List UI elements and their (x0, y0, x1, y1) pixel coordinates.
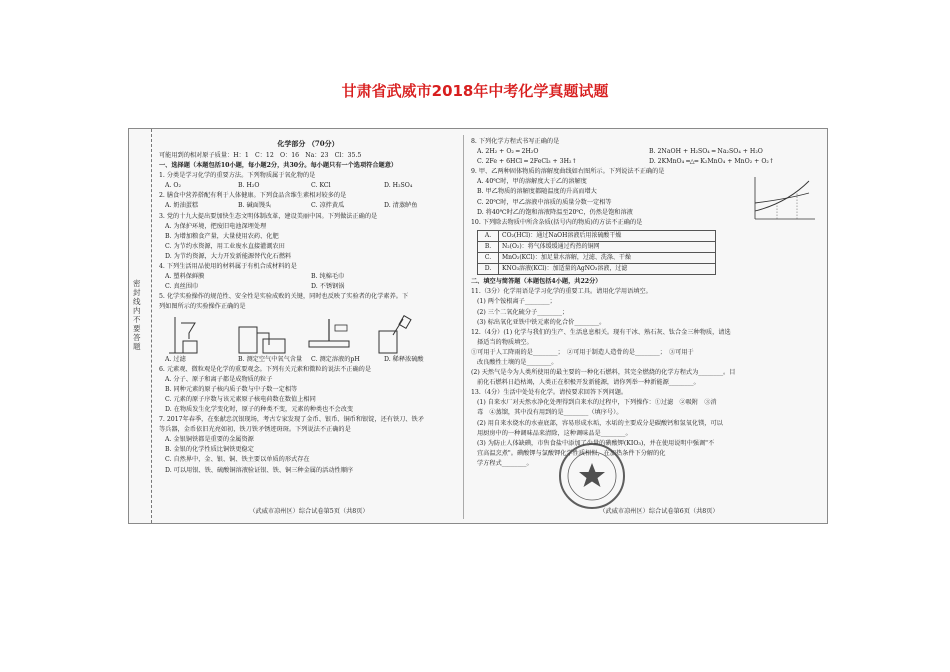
page-divider (463, 135, 464, 519)
filter-apparatus-icon (165, 315, 225, 355)
question-line: 6. 元素观、微粒观是化学的重要观念。下列有关元素和微粒的说法不正确的是 (159, 365, 372, 373)
table-cell: D. (478, 264, 499, 275)
question-line: (2) 三个二氧化硫分子________； (477, 308, 569, 316)
table-cell: CO₂(HCl)：通过NaOH溶液后用浓硫酸干燥 (499, 230, 716, 241)
option-text: A. 2H₂ + O₂ ═ 2H₂O (477, 148, 539, 156)
table-cell: N₂(O₂)：将气体缓缓通过灼热的铜网 (499, 241, 716, 252)
table-cell: MnO₂(KCl)：加足量水溶解，过滤、洗涤、干燥 (499, 253, 716, 264)
option-text: B. 纯棉毛巾 (311, 273, 345, 281)
image-caption: C. 测定溶液的pH (311, 355, 360, 363)
question-line: C. 20℃时，甲乙溶液中溶质的质量分数一定相等 (477, 198, 612, 206)
question-line: 12.（4分）(1) 化学与我们的生产、生活息息相关。现有干冰、熟石灰、钛合金三种物质，请选 (471, 328, 731, 336)
table-cell: B. (478, 241, 499, 252)
option-text: B. 2NaOH + H₂SO₄ ═ Na₂SO₄ + H₂O (649, 148, 763, 156)
option-text: D. 清蒸鲈鱼 (384, 202, 418, 210)
option-text: C. 凉拌黄瓜 (311, 202, 345, 210)
question-line: (3) 为防止人体缺碘，市售食盐中添加了少量的碘酸钾(KIO₃)，并在使用说明中强调"不 (477, 439, 715, 447)
question-line: 7. 2017年春季，在张献忠沉银现场，考古专家发现了金币、银币、铜币和银锭，还有铁刀、铁矛 (159, 416, 424, 424)
option-text: A. O₂ (165, 182, 181, 190)
question-line: (2) 用自来水烧水的水壶底部，容易形成水垢，水垢的主要成分是碳酸钙和氢氧化镁，可以 (477, 419, 723, 427)
image-caption: B. 测定空气中氧气含量 (238, 355, 303, 363)
question-line: 列如图所示的实验操作正确的是 (159, 303, 246, 311)
option-text: C. 真丝围巾 (165, 283, 199, 291)
footer-page-5: （武威市凉州区）综合试卷第5页（共8页） (249, 508, 369, 515)
binding-gutter (129, 129, 152, 523)
question-line: 前化石燃料日趋枯竭，人类正在积极开发新能源，请你列举一种新能源________。 (477, 379, 700, 387)
question-line: 择适当的物质填空。 (477, 338, 533, 346)
option-row (159, 181, 457, 191)
exam-sheet (128, 128, 828, 524)
question-line: (3) 标出氧化亚铁中铁元素的化合价________。 (477, 318, 606, 326)
question-line: (1) 两个铵根离子________； (477, 298, 556, 306)
left-page (159, 137, 457, 476)
question-line: 13.（4分）生活中处处有化学。请按要求回答下列问题。 (471, 389, 628, 397)
image-captions (159, 355, 457, 365)
question-line: 11.（3分）化学用语是学习化学的重要工具。请用化学用语填空。 (471, 288, 652, 296)
apparatus-images (165, 315, 457, 355)
question-line: 9. 甲、乙两种固体物质的溶解度曲线如右图所示。下列说法不正确的是 (471, 168, 665, 176)
left-question-lines (159, 151, 457, 313)
question-line: 改良酸性土壤的是________。 (477, 358, 558, 366)
question-line: 10. 下列除去物质中所含杂质(括号内的物质)的方法不正确的是 (471, 218, 643, 226)
question-line: A. 40℃时，甲的溶解度大于乙的溶解度 (477, 178, 587, 186)
right-question-lines-2 (471, 277, 821, 469)
gutter-text: 密封线内不要答题 (133, 279, 141, 351)
table-row (478, 241, 716, 252)
table-row (478, 264, 716, 275)
option-text: C. 2Fe + 6HCl ═ 2FeCl₃ + 3H₂↑ (477, 158, 577, 166)
option-text: C. KCl (311, 182, 331, 190)
question-line: 毒 ④蒸馏，其中没有用到的是________（填序号）。 (477, 409, 623, 417)
option-text: D. H₂SO₄ (384, 182, 413, 190)
left-question-lines-2 (159, 365, 457, 476)
option-text: D. 不锈钢锅 (311, 283, 345, 291)
question-line: 1. 分类是学习化学的重要方法。下列物质属于氧化物的是 (159, 172, 316, 180)
question-line: 等兵器，金币依旧光亮如初，铁刀铁矛锈迹斑斑。下列说法不正确的是 (159, 426, 351, 434)
question-line: 4. 下列生活用品使用的材料属于有机合成材料的是 (159, 263, 297, 271)
option-row (471, 157, 821, 167)
option-row (159, 282, 457, 292)
part-title: 化学部分 （70分） (277, 139, 339, 148)
oxygen-test-apparatus-icon (233, 315, 293, 355)
question-line: B. 为增加粮食产量，大量使用农药、化肥 (165, 232, 279, 240)
question-line: D. 在物质发生化学变化时，原子的种类不变，元素的种类也不会改变 (165, 405, 354, 413)
footer-page-6: （武威市凉州区）综合试卷第6页（共8页） (599, 508, 719, 515)
question-line: 8. 下列化学方程式书写正确的是 (471, 138, 560, 145)
option-row (159, 272, 457, 282)
table-cell: KNO₃溶液(KCl)：加适量的AgNO₃溶液，过滤 (499, 264, 716, 275)
question-line: 2. 膳食中营养搭配有利于人体健康。下列食品含维生素相对较多的是 (159, 192, 347, 200)
question-line: A. 分子、原子和离子都是成物质的粒子 (165, 375, 273, 383)
option-row (159, 201, 457, 211)
question-line: C. 为节约水资源，用工业废水直接灌溉农田 (165, 242, 285, 250)
option-text: A. 奶油蛋糕 (165, 202, 199, 210)
question-line: 宜高温烹煮"。碘酸钾与氯酸钾化学性质相似，在加热条件下分解的化 (477, 449, 666, 457)
question-line: (2) 天然气是今为人类所使用的最主要的一种化石燃料，其完全燃烧的化学方程式为________。目 (471, 369, 736, 377)
option-text: B. H₂O (238, 182, 260, 190)
image-caption: D. 稀释浓硫酸 (384, 355, 424, 363)
question-line: ①可用于人工降雨的是________； ②可用于制造人造骨的是________； ③可用于 (471, 348, 694, 356)
impurity-table (477, 230, 716, 275)
question-line: C. 元素的原子序数与该元素原子核电荷数在数值上相同 (165, 395, 316, 403)
question-line: 3. 党的十九大提出要加快生态文明体制改革，建设美丽中国。下列做法正确的是 (159, 212, 378, 220)
question-line: D. 为节约资源，大力开发新能源替代化石燃料 (165, 252, 292, 260)
question-line: B. 同种元素的原子核内质子数与中子数一定相等 (165, 385, 298, 393)
solubility-curve-graph (747, 173, 819, 227)
section-heading: 一、选择题（本题包括10小题，每小题2分，共30分。每小题只有一个选项符合题意） (159, 162, 398, 170)
question-line: D. 可以用银、铁、硫酸铜溶液验证银、铁、铜三种金属的活动性顺序 (165, 466, 354, 474)
question-line: A. 金银铜铁都是重要的金属资源 (165, 436, 254, 444)
question-line: 5. 化学实验操作的规范性、安全性是实验成败的关键，同时也反映了实验者的化学素养。下 (159, 293, 409, 301)
page-title: 甘肃省武威市2018年中考化学真题试题 (341, 82, 609, 100)
question-line: B. 甲乙物质的溶解度都随温度的升高而增大 (477, 188, 597, 196)
dilution-apparatus-icon (369, 315, 429, 355)
question-line: 用厨房中的一种调味品来清除，这种调味品是________。 (477, 429, 632, 437)
question-line: B. 金银的化学性质比铜铁更稳定 (165, 446, 254, 454)
question-line: 可能用到的相对原子质量：H：1 C：12 O：16 Na：23 Cl：35.5 (159, 152, 362, 159)
option-text: B. 碱面馒头 (238, 202, 272, 210)
option-text: A. 塑料保鲜膜 (165, 273, 205, 281)
option-row (471, 147, 821, 157)
question-line: (1) 自来水厂对天然水净化处理得到自来水的过程中，下列操作：①过滤 ②吸附 ③消 (477, 399, 717, 407)
section-heading: 二、填空与简答题（本题包括4小题，共22分） (471, 278, 602, 286)
table-row (478, 230, 716, 241)
image-caption: A. 过滤 (165, 355, 186, 363)
question-line: D. 将40℃时乙的饱和溶液降温至20℃，仍然是饱和溶液 (477, 208, 633, 216)
question-line: A. 为保护环境，把废旧电池深埋处理 (165, 222, 267, 230)
table-cell: A. (478, 230, 499, 241)
table-row (478, 253, 716, 264)
ph-test-icon (301, 315, 361, 355)
question-line: 学方程式________。 (477, 459, 533, 467)
question-line: C. 自然界中，金、银、铜、铁主要以单质的形式存在 (165, 456, 310, 464)
table-cell: C. (478, 253, 499, 264)
exam-seal-stamp (557, 441, 627, 511)
option-text: D. 2KMnO₄ ═△═ K₂MnO₄ + MnO₂ + O₂↑ (649, 158, 775, 166)
